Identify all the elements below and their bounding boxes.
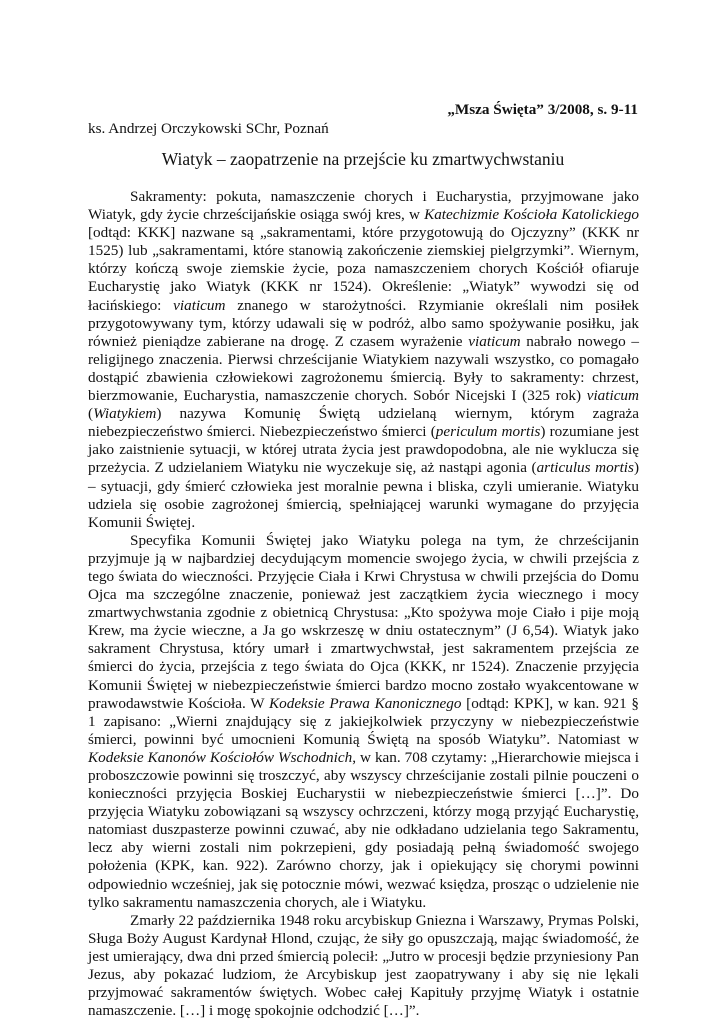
article-title: Wiatyk – zaopatrzenie na przejście ku zmartwychwstaniu: [161, 149, 565, 169]
paragraph-1: Sakramenty: pokuta, namaszczenie chorych i Eucharystia, przyjmowane jako Wiatyk, gdy życie chrześcijańskie osiąga swój kres, w Katechizmie Kościoła Katolickiego [odtąd: KKK] nazwane są „sakramentami, które przygotowują do Ojczyzny” (KKK nr 1525) lub „sakramentami, które stanowią zakończenie ziemskiej pielgrzymki”. Wiernym, którzy kończą swoje ziemskie życie, poza namaszczeniem chorych Kościół ofiaruje Eucharystię jako Wiatyk (KKK nr 1524). Określenie: „Wiatyk” wywodzi się od łacińskiego: viaticum znanego w starożytności. Rzymianie określali nim posiłek przygotowywany tym, którzy udawali się w podróż, albo samo spożywanie posiłku, jak również pieniądze zabierane na drogę. Z czasem wyrażenie viaticum nabrało nowego – religijnego znaczenia. Pierwsi chrześcijanie Wiatykiem nazywali wszystko, co pomagało dostąpić zbawienia człowiekowi zagrożonemu śmiercią. Były to sakramenty: chrzest, bierzmowanie, Eucharystia, namaszczenie chorych. Sobór Nicejski I (325 rok) viaticum (Wiatykiem) nazywa Komunię Świętą udzielaną wiernym, którym zagraża niebezpieczeństwo śmierci. Niebezpieczeństwo śmierci (periculum mortis) rozumiane jest jako zaistnienie sytuacji, w której utrata życia jest prawdopodobna, ale nie wyklucza się przeżycia. Z udzielaniem Wiatyku nie wyczekuje się, aż nastąpi agonia (articulus mortis) – sytuacji, gdy śmierć człowieka jest moralnie pewna i bliska, czyli umieranie. Wiatyku udziela się osobie zagrożonej śmiercią, spełniającej warunki wymagane do przyjęcia Komunii Świętej.: [88, 188, 640, 531]
paragraph-3: Zmarły 22 października 1948 roku arcybiskup Gniezna i Warszawy, Prymas Polski, Sługa Boży August Kardynał Hlond, czując, że siły go opuszczają, mając świadomość, że jest umierający, dwa dni przed śmiercią polecił: „Jutro w procesji będzie przyniesiony Pan Jezus, aby pokazać ludziom, że Arcybiskup jest zaopatrywany i aby się nie lękali przyjmować sakramentów świętych. Wobec całej Kapituły przyjmę Wiatyk i ostatnie namaszczenie. […] i mogę spokojnie odchodzić […]”.: [88, 911, 639, 1020]
source-citation: „Msza Święta” 3/2008, s. 9-11: [447, 101, 638, 118]
paragraph-2: Specyfika Komunii Świętej jako Wiatyku polega na tym, że chrześcijanin przyjmuje ją w najbardziej decydującym momencie swojego życia, w chwili przejścia z tego świata do wieczności. Przyjęcie Ciała i Krwi Chrystusa w chwili przejścia do Domu Ojca ma szczególne znaczenie, ponieważ jest zaczątkiem życia wiecznego i mocy zmartwychwstania zgodnie z obietnicą Chrystusa: „Kto spożywa moje Ciało i pije moją Krew, ma życie wieczne, a Ja go wskrzeszę w dniu ostatecznym” (J 6,54). Wiatyk jako sakrament Chrystusa, który umarł i zmartwychwstał, jest sakramentem przejścia ze śmierci do życia, przejścia z tego świata do Ojca (KKK, nr 1524). Znaczenie przyjęcia Komunii Świętej w niebezpieczeństwie śmierci bardzo mocno zostało wyakcentowane w prawodawstwie Kościoła. W Kodeksie Prawa Kanonicznego [odtąd: KPK], w kan. 921 § 1 zapisano: „Wierni znajdujący się z jakiejkolwiek przyczyny w niebezpieczeństwie śmierci, powinni być umocnieni Komunią Świętą na sposób Wiatyku”. Natomiast w Kodeksie Kanonów Kościołów Wschodnich, w kan. 708 czytamy: „Hierarchowie miejsca i proboszczowie powinni się troszczyć, aby wszyscy chrześcijanie zostali pilnie pouczeni o konieczności przyjęcia Boskiej Eucharystii w niebezpieczeństwie śmierci […]”. Do przyjęcia Wiatyku zobowiązani są wszyscy ochrzczeni, którzy mogą przyjąć Eucharystię, natomiast duszpasterze powinni czuwać, aby nie odkładano udzielania tego Sakramentu, lecz aby wierni zostali nim pokrzepieni, gdy posiadają pełną świadomość swojego położenia (KPK, kan. 922). Zarówno chorzy, jak i opiekujący się chorymi powinni odpowiednio wcześniej, jak się potocznie mówi, wezwać księdza, prosząc o udzielenie nie tylko sakramentu namaszczenia chorych, ale i Wiatyku.: [88, 531, 640, 911]
author-line: ks. Andrzej Orczykowski SChr, Poznań: [88, 120, 329, 137]
article-body: [88, 188, 639, 1020]
